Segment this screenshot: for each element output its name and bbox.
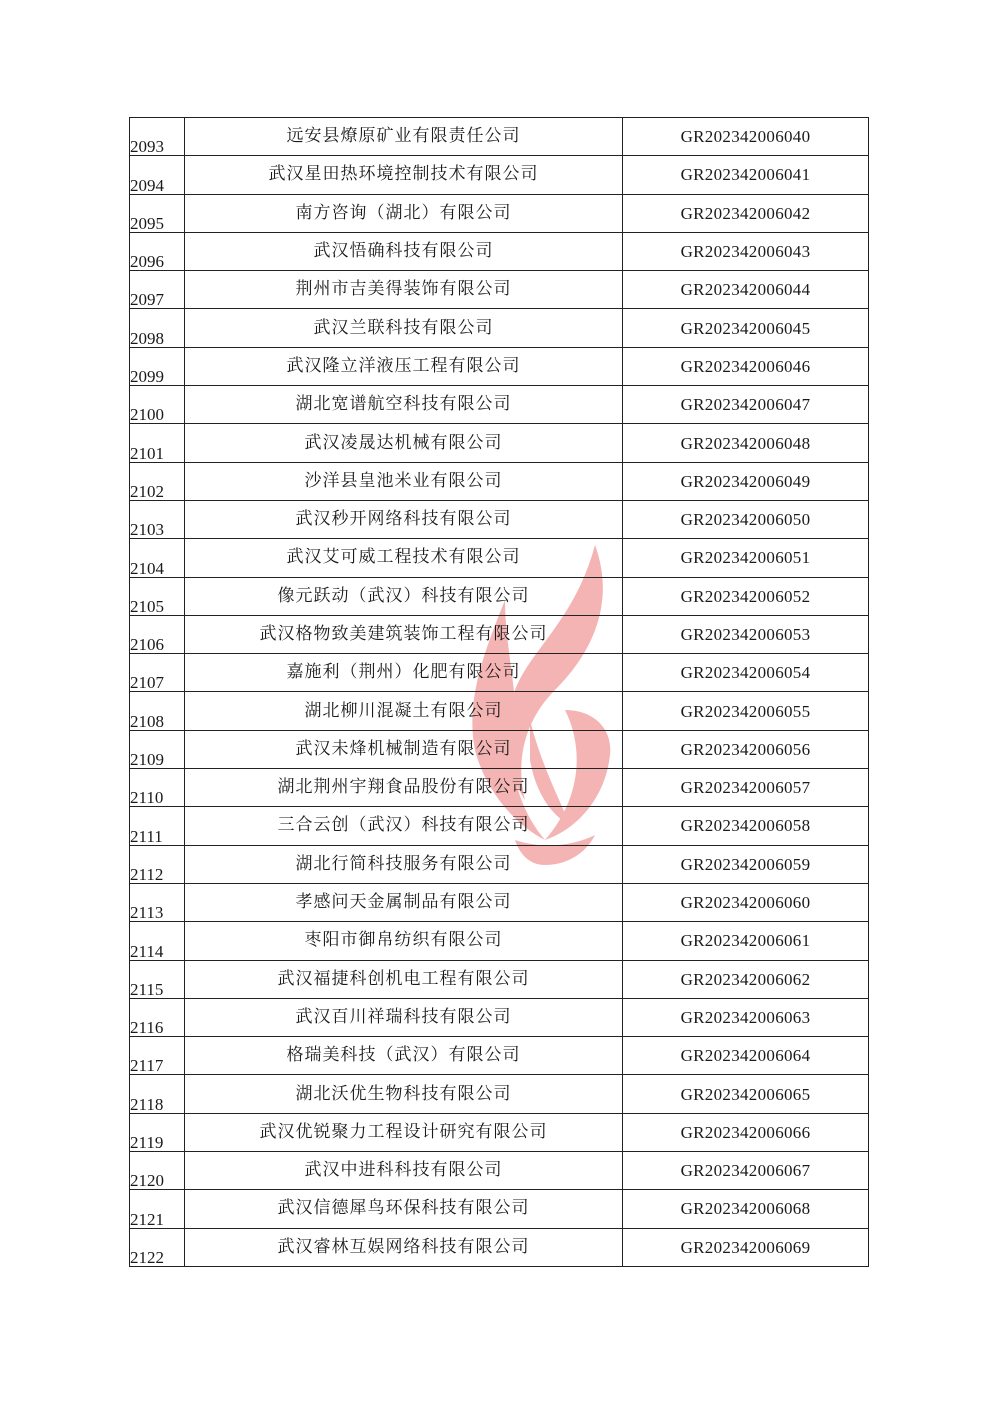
table-row	[130, 769, 869, 807]
row-number-cell: 2116	[130, 998, 185, 1036]
table-row	[130, 156, 869, 194]
company-name-cell: 武汉兰联科技有限公司	[185, 309, 623, 347]
certificate-code-cell: GR202342006054	[623, 654, 869, 692]
certificate-code-cell: GR202342006048	[623, 424, 869, 462]
table-row	[130, 1113, 869, 1151]
certificate-code-cell: GR202342006041	[623, 156, 869, 194]
company-list-table	[129, 117, 869, 1267]
certificate-code-cell: GR202342006055	[623, 692, 869, 730]
table-row	[130, 615, 869, 653]
certificate-code-cell: GR202342006066	[623, 1113, 869, 1151]
row-number-cell: 2094	[130, 156, 185, 194]
table-row	[130, 654, 869, 692]
table-row	[130, 232, 869, 270]
company-name-cell: 三合云创（武汉）科技有限公司	[185, 807, 623, 845]
company-name-cell: 荆州市吉美得装饰有限公司	[185, 271, 623, 309]
table-row	[130, 730, 869, 768]
table-row	[130, 883, 869, 921]
row-number-cell: 2113	[130, 883, 185, 921]
certificate-code-cell: GR202342006045	[623, 309, 869, 347]
company-name-cell: 武汉睿林互娱网络科技有限公司	[185, 1228, 623, 1266]
table-row	[130, 998, 869, 1036]
certificate-code-cell: GR202342006046	[623, 347, 869, 385]
company-name-cell: 武汉秒开网络科技有限公司	[185, 500, 623, 538]
certificate-code-cell: GR202342006052	[623, 577, 869, 615]
row-number-cell: 2120	[130, 1152, 185, 1190]
table-row	[130, 845, 869, 883]
certificate-code-cell: GR202342006060	[623, 883, 869, 921]
table-row	[130, 1152, 869, 1190]
table-row	[130, 309, 869, 347]
table-row	[130, 424, 869, 462]
certificate-code-cell: GR202342006043	[623, 232, 869, 270]
row-number-cell: 2099	[130, 347, 185, 385]
row-number-cell: 2110	[130, 769, 185, 807]
certificate-code-cell: GR202342006049	[623, 462, 869, 500]
row-number-cell: 2118	[130, 1075, 185, 1113]
table-row	[130, 1228, 869, 1266]
table-row	[130, 462, 869, 500]
certificate-code-cell: GR202342006063	[623, 998, 869, 1036]
row-number-cell: 2112	[130, 845, 185, 883]
company-name-cell: 武汉信德犀鸟环保科技有限公司	[185, 1190, 623, 1228]
certificate-code-cell: GR202342006044	[623, 271, 869, 309]
certificate-code-cell: GR202342006062	[623, 960, 869, 998]
company-name-cell: 南方咨询（湖北）有限公司	[185, 194, 623, 232]
company-name-cell: 孝感问天金属制品有限公司	[185, 883, 623, 921]
row-number-cell: 2095	[130, 194, 185, 232]
row-number-cell: 2121	[130, 1190, 185, 1228]
company-name-cell: 武汉未烽机械制造有限公司	[185, 730, 623, 768]
row-number-cell: 2105	[130, 577, 185, 615]
certificate-code-cell: GR202342006040	[623, 118, 869, 156]
certificate-code-cell: GR202342006042	[623, 194, 869, 232]
table-row	[130, 347, 869, 385]
row-number-cell: 2117	[130, 1037, 185, 1075]
row-number-cell: 2108	[130, 692, 185, 730]
certificate-code-cell: GR202342006051	[623, 539, 869, 577]
table-row	[130, 1037, 869, 1075]
company-name-cell: 武汉格物致美建筑装饰工程有限公司	[185, 615, 623, 653]
row-number-cell: 2111	[130, 807, 185, 845]
certificate-code-cell: GR202342006061	[623, 922, 869, 960]
row-number-cell: 2119	[130, 1113, 185, 1151]
table-row	[130, 922, 869, 960]
row-number-cell: 2103	[130, 500, 185, 538]
company-name-cell: 嘉施利（荆州）化肥有限公司	[185, 654, 623, 692]
row-number-cell: 2100	[130, 386, 185, 424]
row-number-cell: 2114	[130, 922, 185, 960]
table-row	[130, 500, 869, 538]
certificate-code-cell: GR202342006058	[623, 807, 869, 845]
row-number-cell: 2096	[130, 232, 185, 270]
company-name-cell: 武汉优锐聚力工程设计研究有限公司	[185, 1113, 623, 1151]
table-row	[130, 1075, 869, 1113]
company-name-cell: 湖北荆州宇翔食品股份有限公司	[185, 769, 623, 807]
certificate-code-cell: GR202342006047	[623, 386, 869, 424]
company-name-cell: 格瑞美科技（武汉）有限公司	[185, 1037, 623, 1075]
row-number-cell: 2101	[130, 424, 185, 462]
company-name-cell: 像元跃动（武汉）科技有限公司	[185, 577, 623, 615]
certificate-code-cell: GR202342006069	[623, 1228, 869, 1266]
table-row	[130, 194, 869, 232]
table-row	[130, 539, 869, 577]
company-name-cell: 武汉艾可威工程技术有限公司	[185, 539, 623, 577]
row-number-cell: 2102	[130, 462, 185, 500]
table-row	[130, 960, 869, 998]
company-name-cell: 远安县燎原矿业有限责任公司	[185, 118, 623, 156]
certificate-code-cell: GR202342006059	[623, 845, 869, 883]
company-name-cell: 沙洋县皇池米业有限公司	[185, 462, 623, 500]
company-name-cell: 湖北柳川混凝土有限公司	[185, 692, 623, 730]
company-name-cell: 武汉凌晟达机械有限公司	[185, 424, 623, 462]
company-name-cell: 武汉百川祥瑞科技有限公司	[185, 998, 623, 1036]
row-number-cell: 2098	[130, 309, 185, 347]
company-name-cell: 武汉福捷科创机电工程有限公司	[185, 960, 623, 998]
row-number-cell: 2104	[130, 539, 185, 577]
table-row	[130, 692, 869, 730]
company-name-cell: 武汉中进科科技有限公司	[185, 1152, 623, 1190]
certificate-code-cell: GR202342006065	[623, 1075, 869, 1113]
company-name-cell: 枣阳市御帛纺织有限公司	[185, 922, 623, 960]
certificate-code-cell: GR202342006064	[623, 1037, 869, 1075]
table-row	[130, 271, 869, 309]
certificate-code-cell: GR202342006053	[623, 615, 869, 653]
row-number-cell: 2115	[130, 960, 185, 998]
company-name-cell: 武汉隆立洋液压工程有限公司	[185, 347, 623, 385]
table-row	[130, 807, 869, 845]
certificate-code-cell: GR202342006068	[623, 1190, 869, 1228]
company-name-cell: 湖北沃优生物科技有限公司	[185, 1075, 623, 1113]
row-number-cell: 2106	[130, 615, 185, 653]
company-name-cell: 湖北行简科技服务有限公司	[185, 845, 623, 883]
table-row	[130, 577, 869, 615]
table-row	[130, 386, 869, 424]
table-row	[130, 118, 869, 156]
row-number-cell: 2122	[130, 1228, 185, 1266]
certificate-code-cell: GR202342006050	[623, 500, 869, 538]
company-name-cell: 武汉悟确科技有限公司	[185, 232, 623, 270]
company-name-cell: 武汉星田热环境控制技术有限公司	[185, 156, 623, 194]
certificate-code-cell: GR202342006057	[623, 769, 869, 807]
certificate-code-cell: GR202342006056	[623, 730, 869, 768]
row-number-cell: 2093	[130, 118, 185, 156]
certificate-code-cell: GR202342006067	[623, 1152, 869, 1190]
row-number-cell: 2109	[130, 730, 185, 768]
table-row	[130, 1190, 869, 1228]
row-number-cell: 2107	[130, 654, 185, 692]
row-number-cell: 2097	[130, 271, 185, 309]
company-name-cell: 湖北宽谱航空科技有限公司	[185, 386, 623, 424]
